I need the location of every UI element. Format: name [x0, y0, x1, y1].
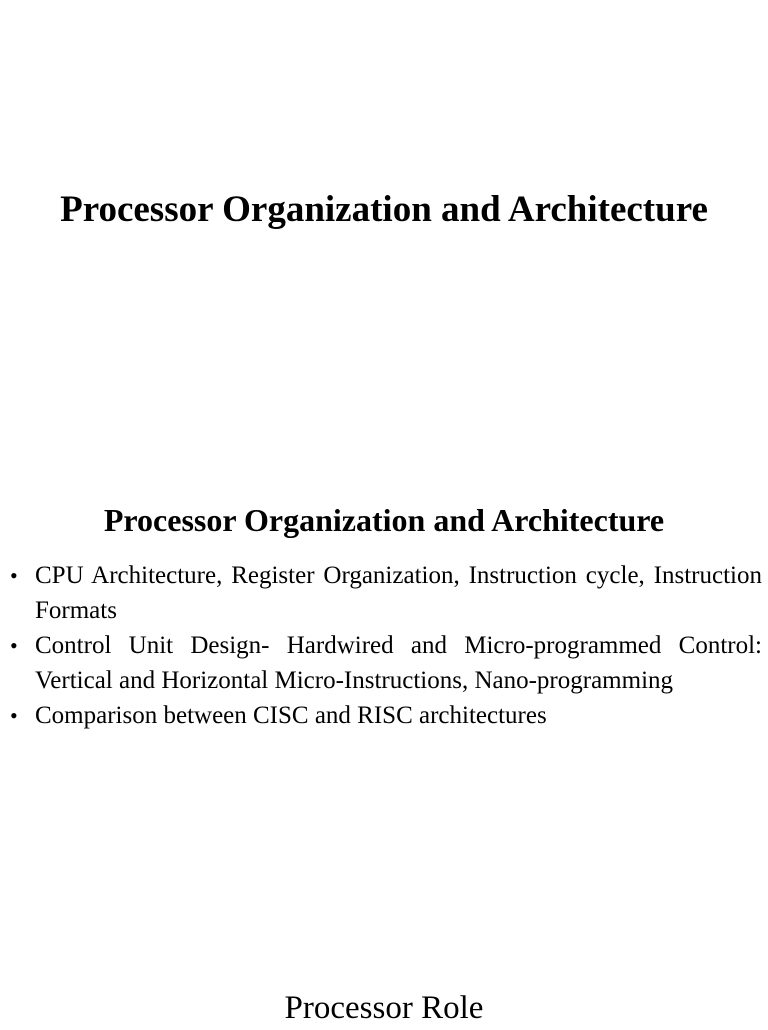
bullet-text: CPU Architecture, Register Organization, Instruction cycle, Instruction Formats: [35, 562, 762, 624]
slide-2: [0, 470, 768, 970]
bullet-icon: •: [10, 563, 18, 588]
slide-1: [0, 0, 768, 470]
bullet-list: [0, 558, 768, 733]
bullet-text: Control Unit Design- Hardwired and Micro-programmed Control: Vertical and Horizontal Micro-Instructions, Nano-programming: [35, 632, 762, 694]
slide-2-title: Processor Organization and Architecture: [103, 502, 665, 538]
bullet-icon: •: [10, 703, 18, 728]
bullet-item: [0, 698, 768, 733]
slide-3-title: Processor Role: [284, 990, 484, 1026]
slide-3: [0, 970, 768, 1024]
bullet-text: Comparison between CISC and RISC architectures: [35, 702, 547, 729]
bullet-item: [0, 558, 768, 628]
bullet-item: [0, 628, 768, 698]
bullet-icon: •: [10, 633, 18, 658]
slide-1-title: Processor Organization and Architecture: [60, 189, 708, 230]
